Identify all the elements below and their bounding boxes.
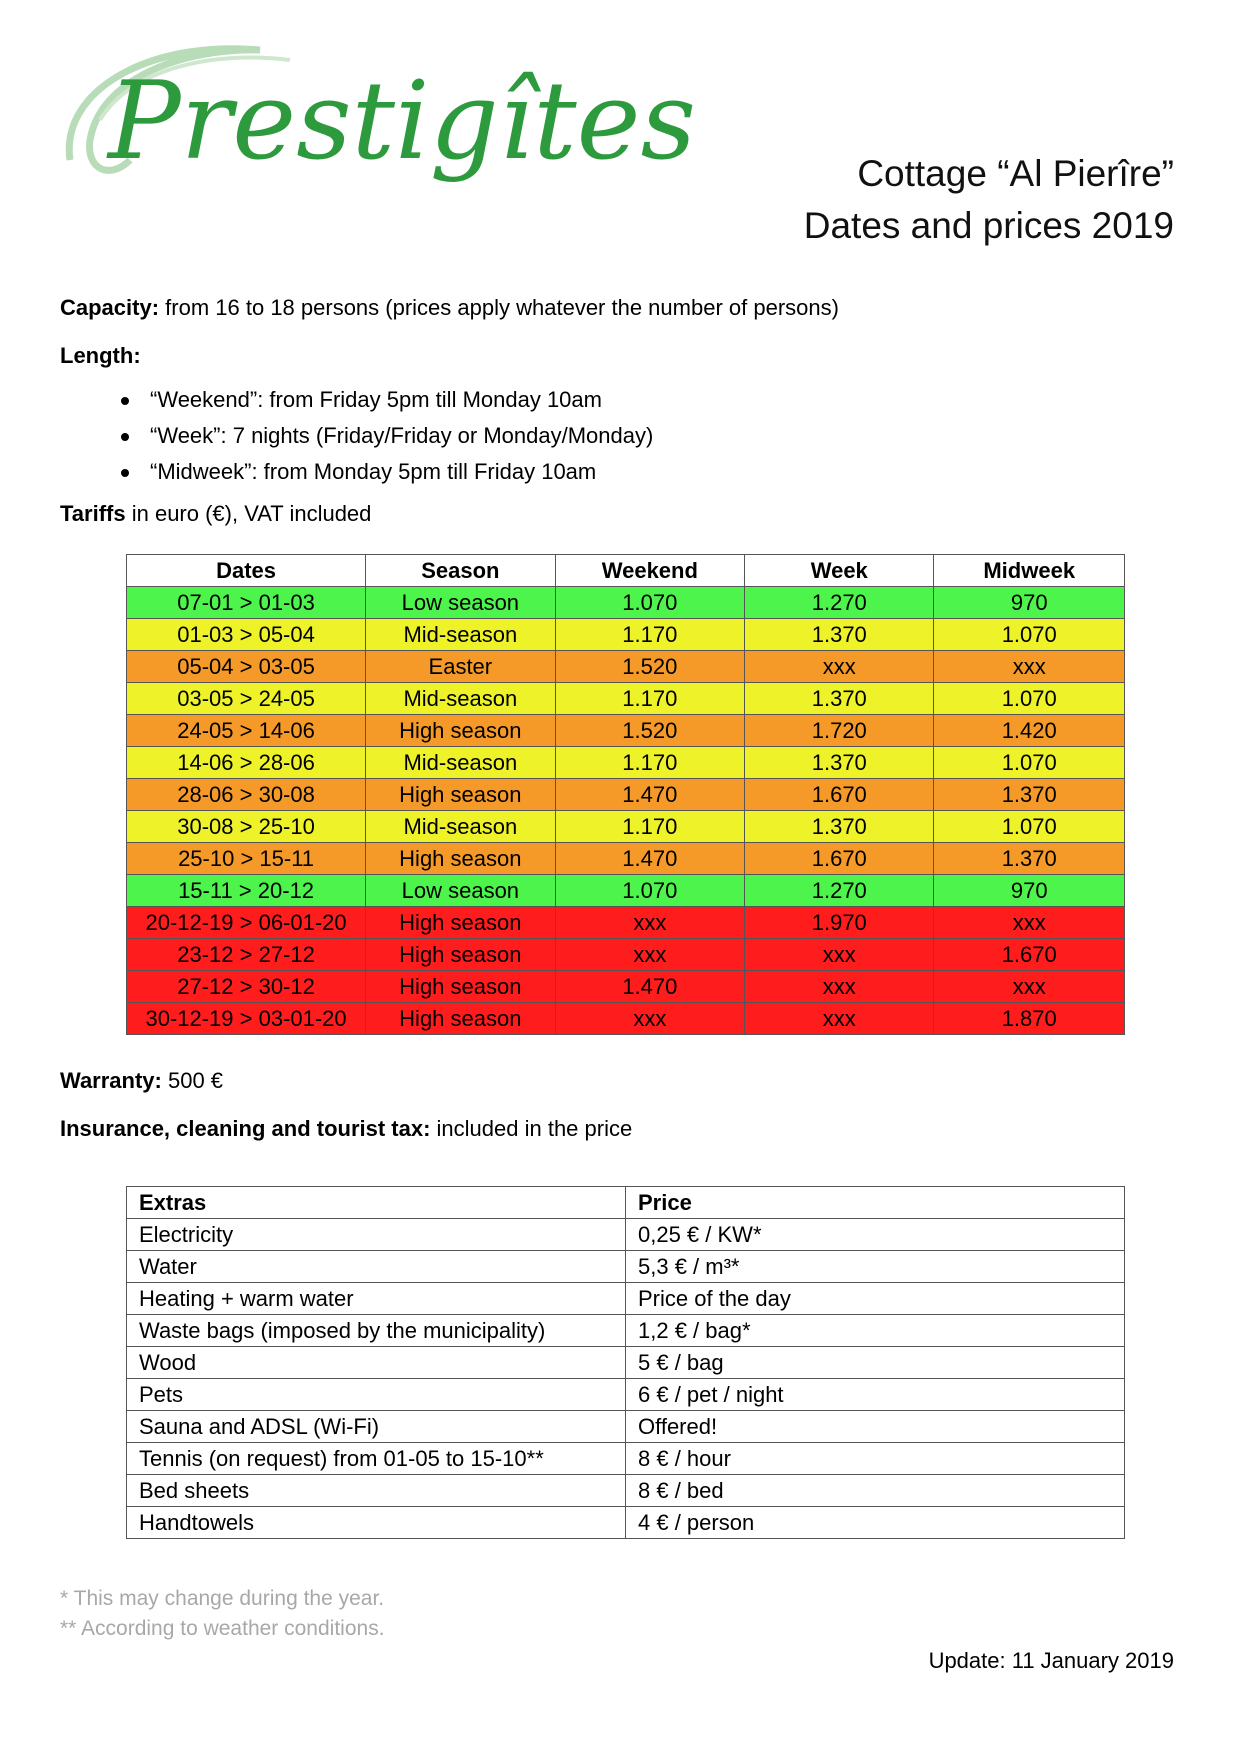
logo-text: Prestigîtes (108, 59, 696, 184)
length-item-weekend: “Weekend”: from Friday 5pm till Monday 10am (150, 387, 1180, 413)
cell-week: 1.970 (745, 907, 934, 939)
cell-weekend: xxx (555, 907, 745, 939)
cell-week: 1.370 (745, 683, 934, 715)
table-row (127, 875, 1125, 907)
table-row (127, 1347, 1125, 1379)
table-row (127, 779, 1125, 811)
cell-dates: 24-05 > 14-06 (127, 715, 366, 747)
cell-season: High season (366, 843, 555, 875)
cell-dates: 20-12-19 > 06-01-20 (127, 907, 366, 939)
tariffs-table (126, 554, 1125, 1035)
extra-name: Water (127, 1251, 626, 1283)
table-row (127, 715, 1125, 747)
table-row (127, 1411, 1125, 1443)
extra-price: 6 € / pet / night (626, 1379, 1125, 1411)
cell-week: 1.370 (745, 811, 934, 843)
header-season: Season (366, 555, 555, 587)
cell-weekend: 1.170 (555, 619, 745, 651)
title-line-2: Dates and prices 2019 (803, 205, 1174, 246)
cell-midweek: 1.870 (934, 1003, 1125, 1035)
capacity-label: Capacity: (60, 295, 160, 320)
cell-midweek: 1.070 (934, 619, 1125, 651)
warranty-text: 500 € (161, 1068, 224, 1093)
length-label: Length: (60, 343, 141, 368)
cell-season: Mid-season (366, 811, 555, 843)
extras-table (126, 1186, 1125, 1539)
table-row (127, 1283, 1125, 1315)
cell-season: High season (366, 907, 555, 939)
cell-midweek: 1.420 (934, 715, 1125, 747)
table-row (127, 1219, 1125, 1251)
cell-weekend: 1.520 (555, 651, 745, 683)
cell-season: Mid-season (366, 747, 555, 779)
length-item-week: “Week”: 7 nights (Friday/Friday or Monday/Monday) (150, 423, 1180, 449)
tariffs-text: in euro (€), VAT included (125, 501, 372, 526)
extra-price: 8 € / bed (626, 1475, 1125, 1507)
warranty-line (60, 1068, 632, 1094)
extra-price: 1,2 € / bag* (626, 1315, 1125, 1347)
length-list (60, 387, 1180, 485)
extra-price: Price of the day (626, 1283, 1125, 1315)
cell-midweek: xxx (934, 907, 1125, 939)
cell-weekend: xxx (555, 1003, 745, 1035)
prestigites-logo (60, 30, 696, 240)
cell-weekend: 1.470 (555, 779, 745, 811)
cell-midweek: 1.370 (934, 779, 1125, 811)
cell-midweek: 1.670 (934, 939, 1125, 971)
cell-midweek: 970 (934, 875, 1125, 907)
table-row (127, 939, 1125, 971)
conditions-section (60, 1068, 632, 1164)
cell-season: Mid-season (366, 683, 555, 715)
table-row (127, 1315, 1125, 1347)
cell-midweek: 970 (934, 587, 1125, 619)
cell-weekend: 1.170 (555, 747, 745, 779)
cell-season: Low season (366, 875, 555, 907)
cell-dates: 25-10 > 15-11 (127, 843, 366, 875)
table-row (127, 843, 1125, 875)
cell-week: 1.670 (745, 779, 934, 811)
extra-price: 4 € / person (626, 1507, 1125, 1539)
cell-weekend: 1.170 (555, 683, 745, 715)
header-midweek: Midweek (934, 555, 1125, 587)
table-row (127, 1003, 1125, 1035)
capacity-text: from 16 to 18 persons (prices apply whatever the number of persons) (159, 295, 839, 320)
table-row (127, 683, 1125, 715)
cell-season: Low season (366, 587, 555, 619)
cell-weekend: 1.070 (555, 587, 745, 619)
extra-name: Handtowels (127, 1507, 626, 1539)
cell-week: xxx (745, 939, 934, 971)
extra-price: 5 € / bag (626, 1347, 1125, 1379)
cell-weekend: 1.470 (555, 971, 745, 1003)
table-row (127, 907, 1125, 939)
cell-dates: 27-12 > 30-12 (127, 971, 366, 1003)
cell-dates: 28-06 > 30-08 (127, 779, 366, 811)
cell-dates: 03-05 > 24-05 (127, 683, 366, 715)
length-item-midweek: “Midweek”: from Monday 5pm till Friday 10am (150, 459, 1180, 485)
intro-section (60, 295, 1180, 549)
table-row (127, 747, 1125, 779)
cell-week: 1.670 (745, 843, 934, 875)
extra-name: Heating + warm water (127, 1283, 626, 1315)
cell-dates: 01-03 > 05-04 (127, 619, 366, 651)
header-weekend: Weekend (555, 555, 745, 587)
cell-season: High season (366, 1003, 555, 1035)
cell-dates: 07-01 > 01-03 (127, 587, 366, 619)
capacity-line (60, 295, 1180, 321)
header-dates: Dates (127, 555, 366, 587)
cell-dates: 30-08 > 25-10 (127, 811, 366, 843)
cell-midweek: xxx (934, 971, 1125, 1003)
table-row (127, 1507, 1125, 1539)
cell-dates: 15-11 > 20-12 (127, 875, 366, 907)
footnote-2: ** According to weather conditions. (60, 1617, 385, 1640)
extra-name: Tennis (on request) from 01-05 to 15-10** (127, 1443, 626, 1475)
tariffs-header-row (127, 555, 1125, 587)
cell-week: 1.720 (745, 715, 934, 747)
footnote-1: * This may change during the year. (60, 1587, 385, 1610)
extra-name: Bed sheets (127, 1475, 626, 1507)
extra-price: 0,25 € / KW* (626, 1219, 1125, 1251)
table-row (127, 587, 1125, 619)
cell-week: xxx (745, 1003, 934, 1035)
cell-midweek: 1.070 (934, 683, 1125, 715)
insurance-text: included in the price (430, 1116, 633, 1141)
cell-weekend: 1.520 (555, 715, 745, 747)
cell-season: Easter (366, 651, 555, 683)
extra-name: Waste bags (imposed by the municipality) (127, 1315, 626, 1347)
update-date: Update: 11 January 2019 (928, 1648, 1174, 1673)
cell-weekend: 1.070 (555, 875, 745, 907)
cell-weekend: 1.470 (555, 843, 745, 875)
extra-name: Wood (127, 1347, 626, 1379)
cell-week: 1.370 (745, 747, 934, 779)
title-line-1: Cottage “Al Pierîre” (857, 153, 1174, 194)
cell-week: 1.270 (745, 875, 934, 907)
cell-midweek: 1.070 (934, 811, 1125, 843)
table-row (127, 971, 1125, 1003)
tariffs-label: Tariffs (60, 501, 126, 526)
cell-midweek: 1.370 (934, 843, 1125, 875)
cell-week: 1.270 (745, 587, 934, 619)
extra-name: Electricity (127, 1219, 626, 1251)
cell-dates: 14-06 > 28-06 (127, 747, 366, 779)
warranty-label: Warranty: (60, 1068, 162, 1093)
extra-name: Pets (127, 1379, 626, 1411)
cell-season: High season (366, 939, 555, 971)
header-price: Price (626, 1187, 1125, 1219)
cell-weekend: 1.170 (555, 811, 745, 843)
extras-header-row (127, 1187, 1125, 1219)
cell-midweek: xxx (934, 651, 1125, 683)
cell-weekend: xxx (555, 939, 745, 971)
cell-dates: 30-12-19 > 03-01-20 (127, 1003, 366, 1035)
insurance-line (60, 1116, 632, 1142)
cell-dates: 05-04 > 03-05 (127, 651, 366, 683)
cell-season: High season (366, 779, 555, 811)
extra-name: Sauna and ADSL (Wi-Fi) (127, 1411, 626, 1443)
extra-price: 5,3 € / m³* (626, 1251, 1125, 1283)
cell-week: 1.370 (745, 619, 934, 651)
footnotes (60, 1584, 385, 1644)
cell-week: xxx (745, 651, 934, 683)
cell-dates: 23-12 > 27-12 (127, 939, 366, 971)
cell-midweek: 1.070 (934, 747, 1125, 779)
cell-season: High season (366, 715, 555, 747)
extra-price: Offered! (626, 1411, 1125, 1443)
header-week: Week (745, 555, 934, 587)
table-row (127, 1379, 1125, 1411)
header-extras: Extras (127, 1187, 626, 1219)
table-row (127, 619, 1125, 651)
cell-season: High season (366, 971, 555, 1003)
insurance-label: Insurance, cleaning and tourist tax: (60, 1116, 431, 1141)
table-row (127, 1475, 1125, 1507)
table-row (127, 811, 1125, 843)
table-row (127, 1443, 1125, 1475)
length-line (60, 343, 1180, 369)
cell-season: Mid-season (366, 619, 555, 651)
table-row (127, 1251, 1125, 1283)
page-title (804, 148, 1174, 252)
table-row (127, 651, 1125, 683)
extra-price: 8 € / hour (626, 1443, 1125, 1475)
cell-week: xxx (745, 971, 934, 1003)
tariffs-line (60, 501, 1180, 527)
